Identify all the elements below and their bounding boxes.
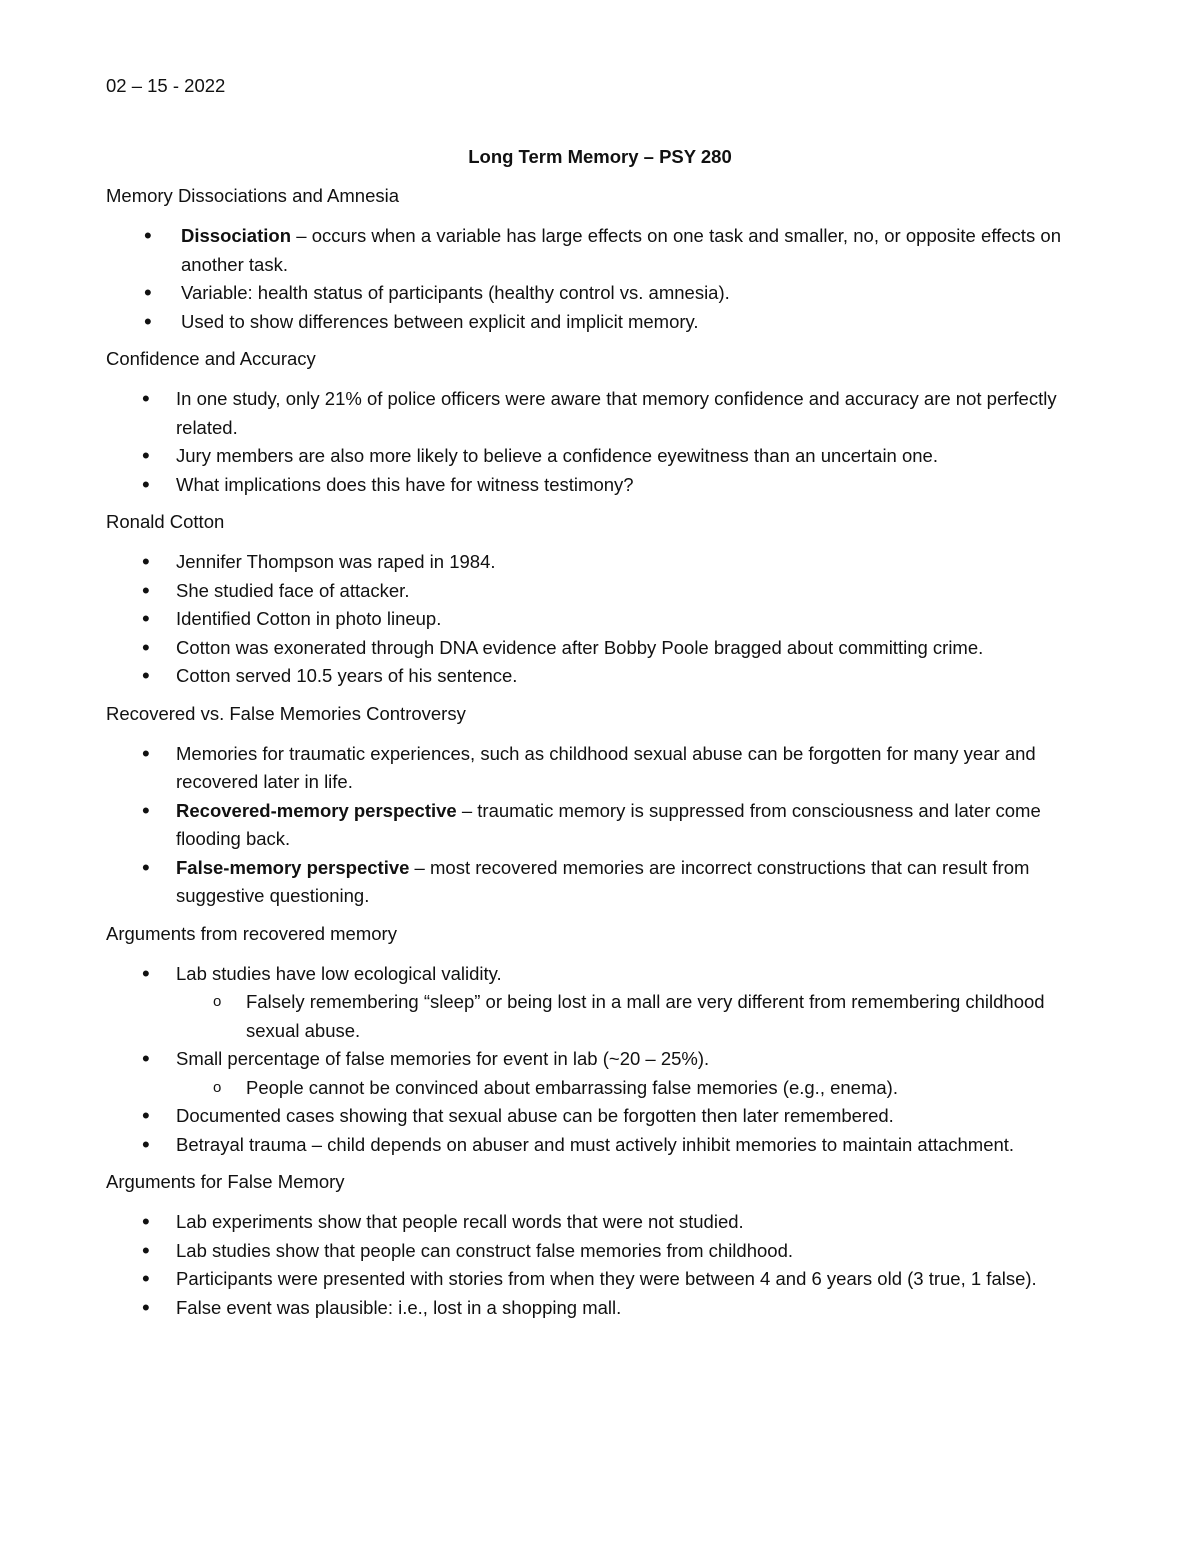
list-item — [106, 960, 1061, 1046]
list-item — [106, 577, 1061, 606]
item-text: Cotton was exonerated through DNA evidence after Bobby Poole bragged about committing crime. — [176, 636, 984, 658]
item-text: – most recovered memories are incorrect constructions that can result from suggestive questioning. — [176, 856, 1030, 906]
list-item — [106, 385, 1061, 442]
document-title: Long Term Memory – PSY 280 — [468, 146, 732, 167]
item-text: – traumatic memory is suppressed from consciousness and later come flooding back. — [176, 799, 1041, 849]
term-bold: Dissociation — [181, 225, 291, 246]
list-item — [106, 1237, 1061, 1266]
list-item — [106, 548, 1061, 577]
bullet-list — [106, 548, 1061, 691]
item-text: She studied face of attacker. — [176, 579, 410, 601]
term-bold: Recovered-memory perspective — [176, 799, 457, 821]
section-heading: Arguments for False Memory — [106, 1171, 345, 1192]
list-item — [106, 222, 1061, 279]
item-text: Jennifer Thompson was raped in 1984. — [176, 551, 496, 572]
bullet-list — [106, 385, 1061, 499]
item-text: In one study, only 21% of police officers were aware that memory confidence and accuracy are not perfectly related. — [176, 388, 1057, 438]
section-heading: Confidence and Accuracy — [106, 348, 316, 369]
document-date: 02 – 15 - 2022 — [106, 75, 226, 96]
sub-list-item — [176, 988, 1061, 1045]
list-item — [106, 662, 1061, 691]
item-text: – occurs when a variable has large effects on one task and smaller, no, or opposite effects on another task. — [181, 225, 1061, 275]
bullet-list — [106, 740, 1061, 911]
sub-bullet-list — [176, 988, 1061, 1045]
item-text: Lab studies show that people can construct false memories from childhood. — [176, 1239, 793, 1261]
list-item — [106, 797, 1061, 854]
item-text: False event was plausible: i.e., lost in a shopping mall. — [176, 1296, 622, 1318]
term-bold: False-memory perspective — [176, 856, 410, 878]
list-item — [106, 1102, 1061, 1131]
item-text: Identified Cotton in photo lineup. — [176, 608, 442, 629]
item-text: Variable: health status of participants (healthy control vs. amnesia). — [181, 282, 730, 303]
sub-bullet-list — [176, 1074, 1061, 1103]
list-item — [106, 605, 1061, 634]
bullet-list — [106, 960, 1061, 1160]
item-text: Cotton served 10.5 years of his sentence. — [176, 665, 518, 686]
list-item — [106, 279, 1061, 308]
list-item — [106, 1265, 1061, 1294]
item-text: What implications does this have for witness testimony? — [176, 473, 634, 495]
list-item — [106, 634, 1061, 663]
notes-body — [106, 183, 1061, 1332]
item-text: Small percentage of false memories for event in lab (~20 – 25%). — [176, 1048, 710, 1069]
item-text: Falsely remembering “sleep” or being lost in a mall are very different from remembering childhood sexual abuse. — [246, 991, 1045, 1041]
list-item — [106, 1294, 1061, 1323]
section-heading: Ronald Cotton — [106, 511, 225, 532]
item-text: People cannot be convinced about embarrassing false memories (e.g., enema). — [246, 1076, 898, 1098]
list-item — [106, 1045, 1061, 1102]
bullet-list — [106, 1208, 1061, 1322]
list-item — [106, 1131, 1061, 1160]
list-item — [106, 854, 1061, 911]
item-text: Participants were presented with stories from when they were between 4 and 6 years old (3 true, 1 false). — [176, 1268, 1037, 1289]
sub-list-item — [176, 1074, 1061, 1103]
item-text: Lab experiments show that people recall words that were not studied. — [176, 1211, 744, 1232]
list-item — [106, 308, 1061, 337]
section-heading: Arguments from recovered memory — [106, 922, 397, 944]
item-text: Memories for traumatic experiences, such as childhood sexual abuse can be forgotten for many year and recovered later in life. — [176, 742, 1036, 792]
list-item — [106, 442, 1061, 471]
item-text: Jury members are also more likely to believe a confidence eyewitness than an uncertain one. — [176, 445, 938, 466]
item-text: Lab studies have low ecological validity. — [176, 962, 502, 984]
bullet-list — [106, 222, 1061, 336]
section-heading: Recovered vs. False Memories Controversy — [106, 702, 466, 724]
section-heading: Memory Dissociations and Amnesia — [106, 185, 400, 206]
list-item — [106, 1208, 1061, 1237]
item-text: Used to show differences between explicit and implicit memory. — [181, 310, 699, 332]
item-text: Betrayal trauma – child depends on abuser and must actively inhibit memories to maintain attachment. — [176, 1133, 1015, 1155]
list-item — [106, 471, 1061, 500]
list-item — [106, 740, 1061, 797]
item-text: Documented cases showing that sexual abuse can be forgotten then later remembered. — [176, 1105, 894, 1126]
